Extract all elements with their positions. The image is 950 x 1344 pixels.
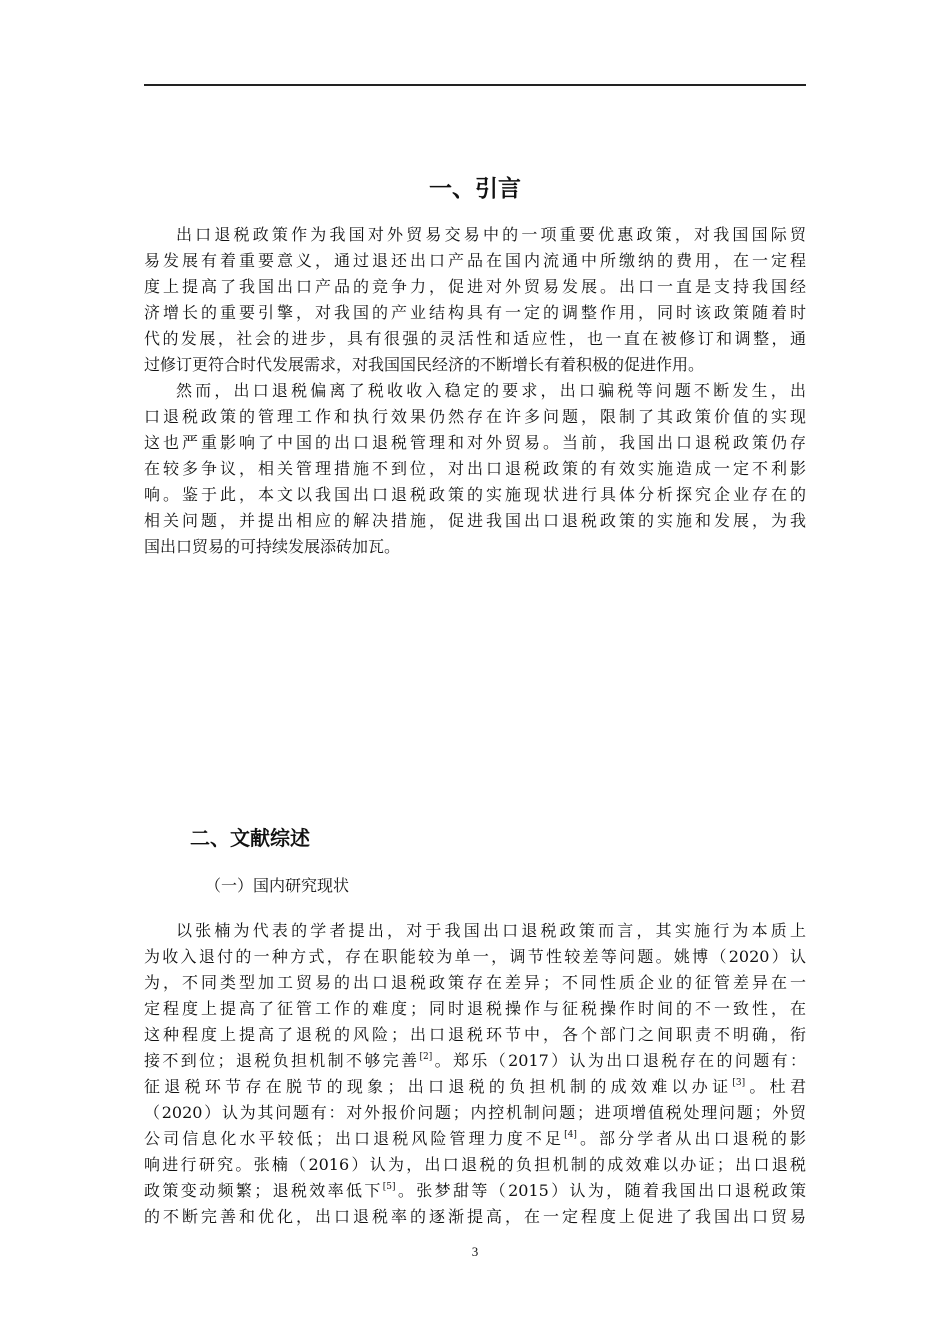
- citation-marker[interactable]: [5]: [382, 1182, 396, 1192]
- paragraph-line: 政策变动频繁；退税效率低下[5]。张梦甜等（2015）认为，随着我国出口退税政策: [144, 1181, 806, 1200]
- paragraph-line: 然而，出口退税偏离了税收收入稳定的要求，出口骗税等问题不断发生，出: [176, 381, 806, 400]
- literature-review-body: [144, 918, 806, 1230]
- paragraph-line: 为，不同类型加工贸易的出口退税政策存在差异；不同性质企业的征管差异在一: [144, 973, 806, 992]
- citation-marker[interactable]: [2]: [419, 1052, 433, 1062]
- introduction-body: [144, 222, 806, 560]
- paragraph-line: 过修订更符合时代发展需求，对我国国民经济的不断增长有着积极的促进作用。: [144, 355, 705, 374]
- section-title-introduction: 一、引言: [429, 176, 521, 202]
- paragraph-line: 出口退税政策作为我国对外贸易交易中的一项重要优惠政策，对我国国际贸: [176, 225, 806, 244]
- section-title-literature-review: 二、文献综述: [190, 826, 310, 850]
- paragraph-line: 济增长的重要引擎，对我国的产业结构具有一定的调整作用，同时该政策随着时: [144, 303, 806, 322]
- paragraph-line: 相关问题，并提出相应的解决措施，促进我国出口退税政策的实施和发展，为我: [144, 511, 806, 530]
- paragraph-line: 的不断完善和优化，出口退税率的逐渐提高，在一定程度上促进了我国出口贸易: [144, 1207, 806, 1226]
- paragraph-line: 国出口贸易的可持续发展添砖加瓦。: [144, 537, 401, 556]
- paragraph-line: 口退税政策的管理工作和执行效果仍然存在许多问题，限制了其政策价值的实现: [144, 407, 806, 426]
- citation-marker[interactable]: [4]: [564, 1130, 577, 1140]
- paragraph-line: 接不到位；退税负担机制不够完善[2]。郑乐（2017）认为出口退税存在的问题有：: [144, 1051, 806, 1070]
- paragraph-line: 征退税环节存在脱节的现象；出口退税的负担机制的成效难以办证[3]。杜君: [144, 1077, 806, 1096]
- paragraph-line: 响。鉴于此，本文以我国出口退税政策的实施现状进行具体分析探究企业存在的: [144, 485, 806, 504]
- paragraph-line: 响进行研究。张楠（2016）认为，出口退税的负担机制的成效难以办证；出口退税: [144, 1155, 806, 1174]
- page-number: 3: [471, 1244, 479, 1259]
- paragraph-line: 公司信息化水平较低；出口退税风险管理力度不足[4]。部分学者从出口退税的影: [144, 1129, 806, 1148]
- paragraph-line: 以张楠为代表的学者提出，对于我国出口退税政策而言，其实施行为本质上: [176, 921, 806, 940]
- paragraph-line: 度上提高了我国出口产品的竞争力，促进对外贸易发展。出口一直是支持我国经: [144, 277, 806, 296]
- header-rule: [144, 84, 806, 86]
- paragraph-line: 这也严重影响了中国的出口退税管理和对外贸易。当前，我国出口退税政策仍存: [144, 433, 806, 452]
- citation-marker[interactable]: [3]: [732, 1078, 746, 1088]
- paragraph-line: （2020）认为其问题有：对外报价问题；内控机制问题；进项增值税处理问题；外贸: [144, 1103, 806, 1122]
- paragraph-line: 这种程度上提高了退税的风险；出口退税环节中，各个部门之间职责不明确，衔: [144, 1025, 806, 1044]
- paragraph-line: 在较多争议，相关管理措施不到位，对出口退税政策的有效实施造成一定不利影: [144, 459, 806, 478]
- paragraph-line: 为收入退付的一种方式，存在职能较为单一，调节性较差等问题。姚博（2020）认: [144, 947, 806, 966]
- subsection-title-domestic-research: （一）国内研究现状: [205, 876, 350, 895]
- paragraph-line: 定程度上提高了征管工作的难度；同时退税操作与征税操作时间的不一致性，在: [144, 999, 806, 1018]
- paragraph-line: 代的发展，社会的进步，具有很强的灵活性和适应性，也一直在被修订和调整，通: [144, 329, 806, 348]
- paragraph-line: 易发展有着重要意义，通过退还出口产品在国内流通中所缴纳的费用，在一定程: [144, 251, 806, 270]
